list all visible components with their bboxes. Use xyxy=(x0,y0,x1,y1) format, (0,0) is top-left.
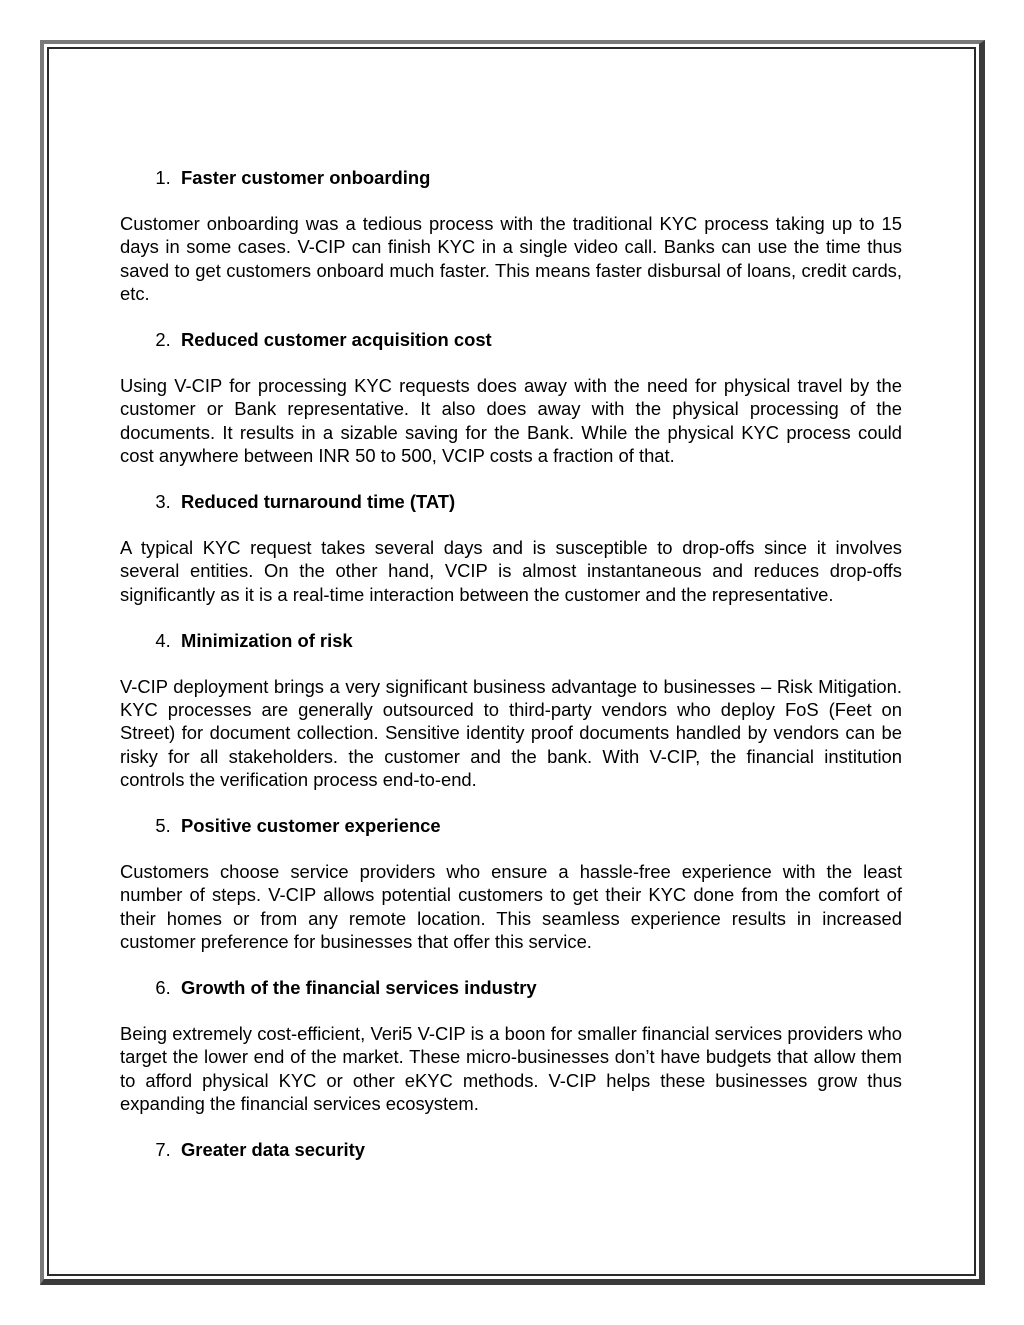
section-heading-4 xyxy=(120,629,902,652)
section-title: Reduced customer acquisition cost xyxy=(181,329,492,351)
section-paragraph-1: Customer onboarding was a tedious process with the traditional KYC process taking up to 15 days in some cases. V-CIP can finish KYC in a single video call. Banks can use the time thus saved to get customers onboard much faster. This means faster disbursal of loans, credit cards, etc. xyxy=(120,213,902,304)
section-number: 2. xyxy=(155,329,171,351)
section-heading-1 xyxy=(120,166,902,189)
section-title: Faster customer onboarding xyxy=(181,167,431,188)
section-paragraph-2: Using V-CIP for processing KYC requests does away with the need for physical travel by the customer or Bank representative. It also does away with the physical processing of the documents. It results in a sizable saving for the Bank. While the physical KYC process could cost anywhere between INR 50 to 500, VCIP costs a fraction of that. xyxy=(120,375,902,466)
section-paragraph-4: V-CIP deployment brings a very significant business advantage to businesses – Risk Mitigation. KYC processes are generally outsourced to third-party vendors who deploy FoS (Feet on Street) for document collection. Sensitive identity proof documents handled by vendors can be risky for all stakeholders. the customer and the bank. With V-CIP, the financial institution controls the verification process end-to-end. xyxy=(120,676,902,790)
section-heading-5 xyxy=(120,814,902,837)
section-title: Reduced turnaround time (TAT) xyxy=(181,491,456,513)
section-title: Greater data security xyxy=(181,1139,365,1161)
section-title: Growth of the financial services industry xyxy=(181,977,537,999)
section-paragraph-5: Customers choose service providers who ensure a hassle-free experience with the least number of steps. V-CIP allows potential customers to get their KYC done from the comfort of their homes or from any remote location. This seamless experience results in increased customer preference for businesses that offer this service. xyxy=(120,861,902,952)
section-title: Positive customer experience xyxy=(181,815,441,837)
section-number: 3. xyxy=(155,491,171,513)
section-heading-3 xyxy=(120,490,902,513)
section-paragraph-3: A typical KYC request takes several days and is susceptible to drop-offs since it involves several entities. On the other hand, VCIP is almost instantaneous and reduces drop-offs significantly as it is a real-time interaction between the customer and the representative. xyxy=(120,537,902,605)
section-heading-7 xyxy=(120,1138,902,1161)
document-body xyxy=(120,166,902,1184)
section-heading-6 xyxy=(120,976,902,999)
section-number: 1. xyxy=(155,167,171,188)
section-heading-2 xyxy=(120,328,902,351)
section-number: 4. xyxy=(155,629,171,651)
section-title: Minimization of risk xyxy=(181,629,353,651)
section-number: 6. xyxy=(155,977,171,999)
section-number: 5. xyxy=(155,815,171,837)
section-number: 7. xyxy=(155,1139,171,1161)
section-paragraph-6: Being extremely cost-efficient, Veri5 V-CIP is a boon for smaller financial services providers who target the lower end of the market. These micro-businesses don’t have budgets that allow them to afford physical KYC or other eKYC methods. V-CIP helps these businesses grow thus expanding the financial services ecosystem. xyxy=(120,1023,902,1114)
